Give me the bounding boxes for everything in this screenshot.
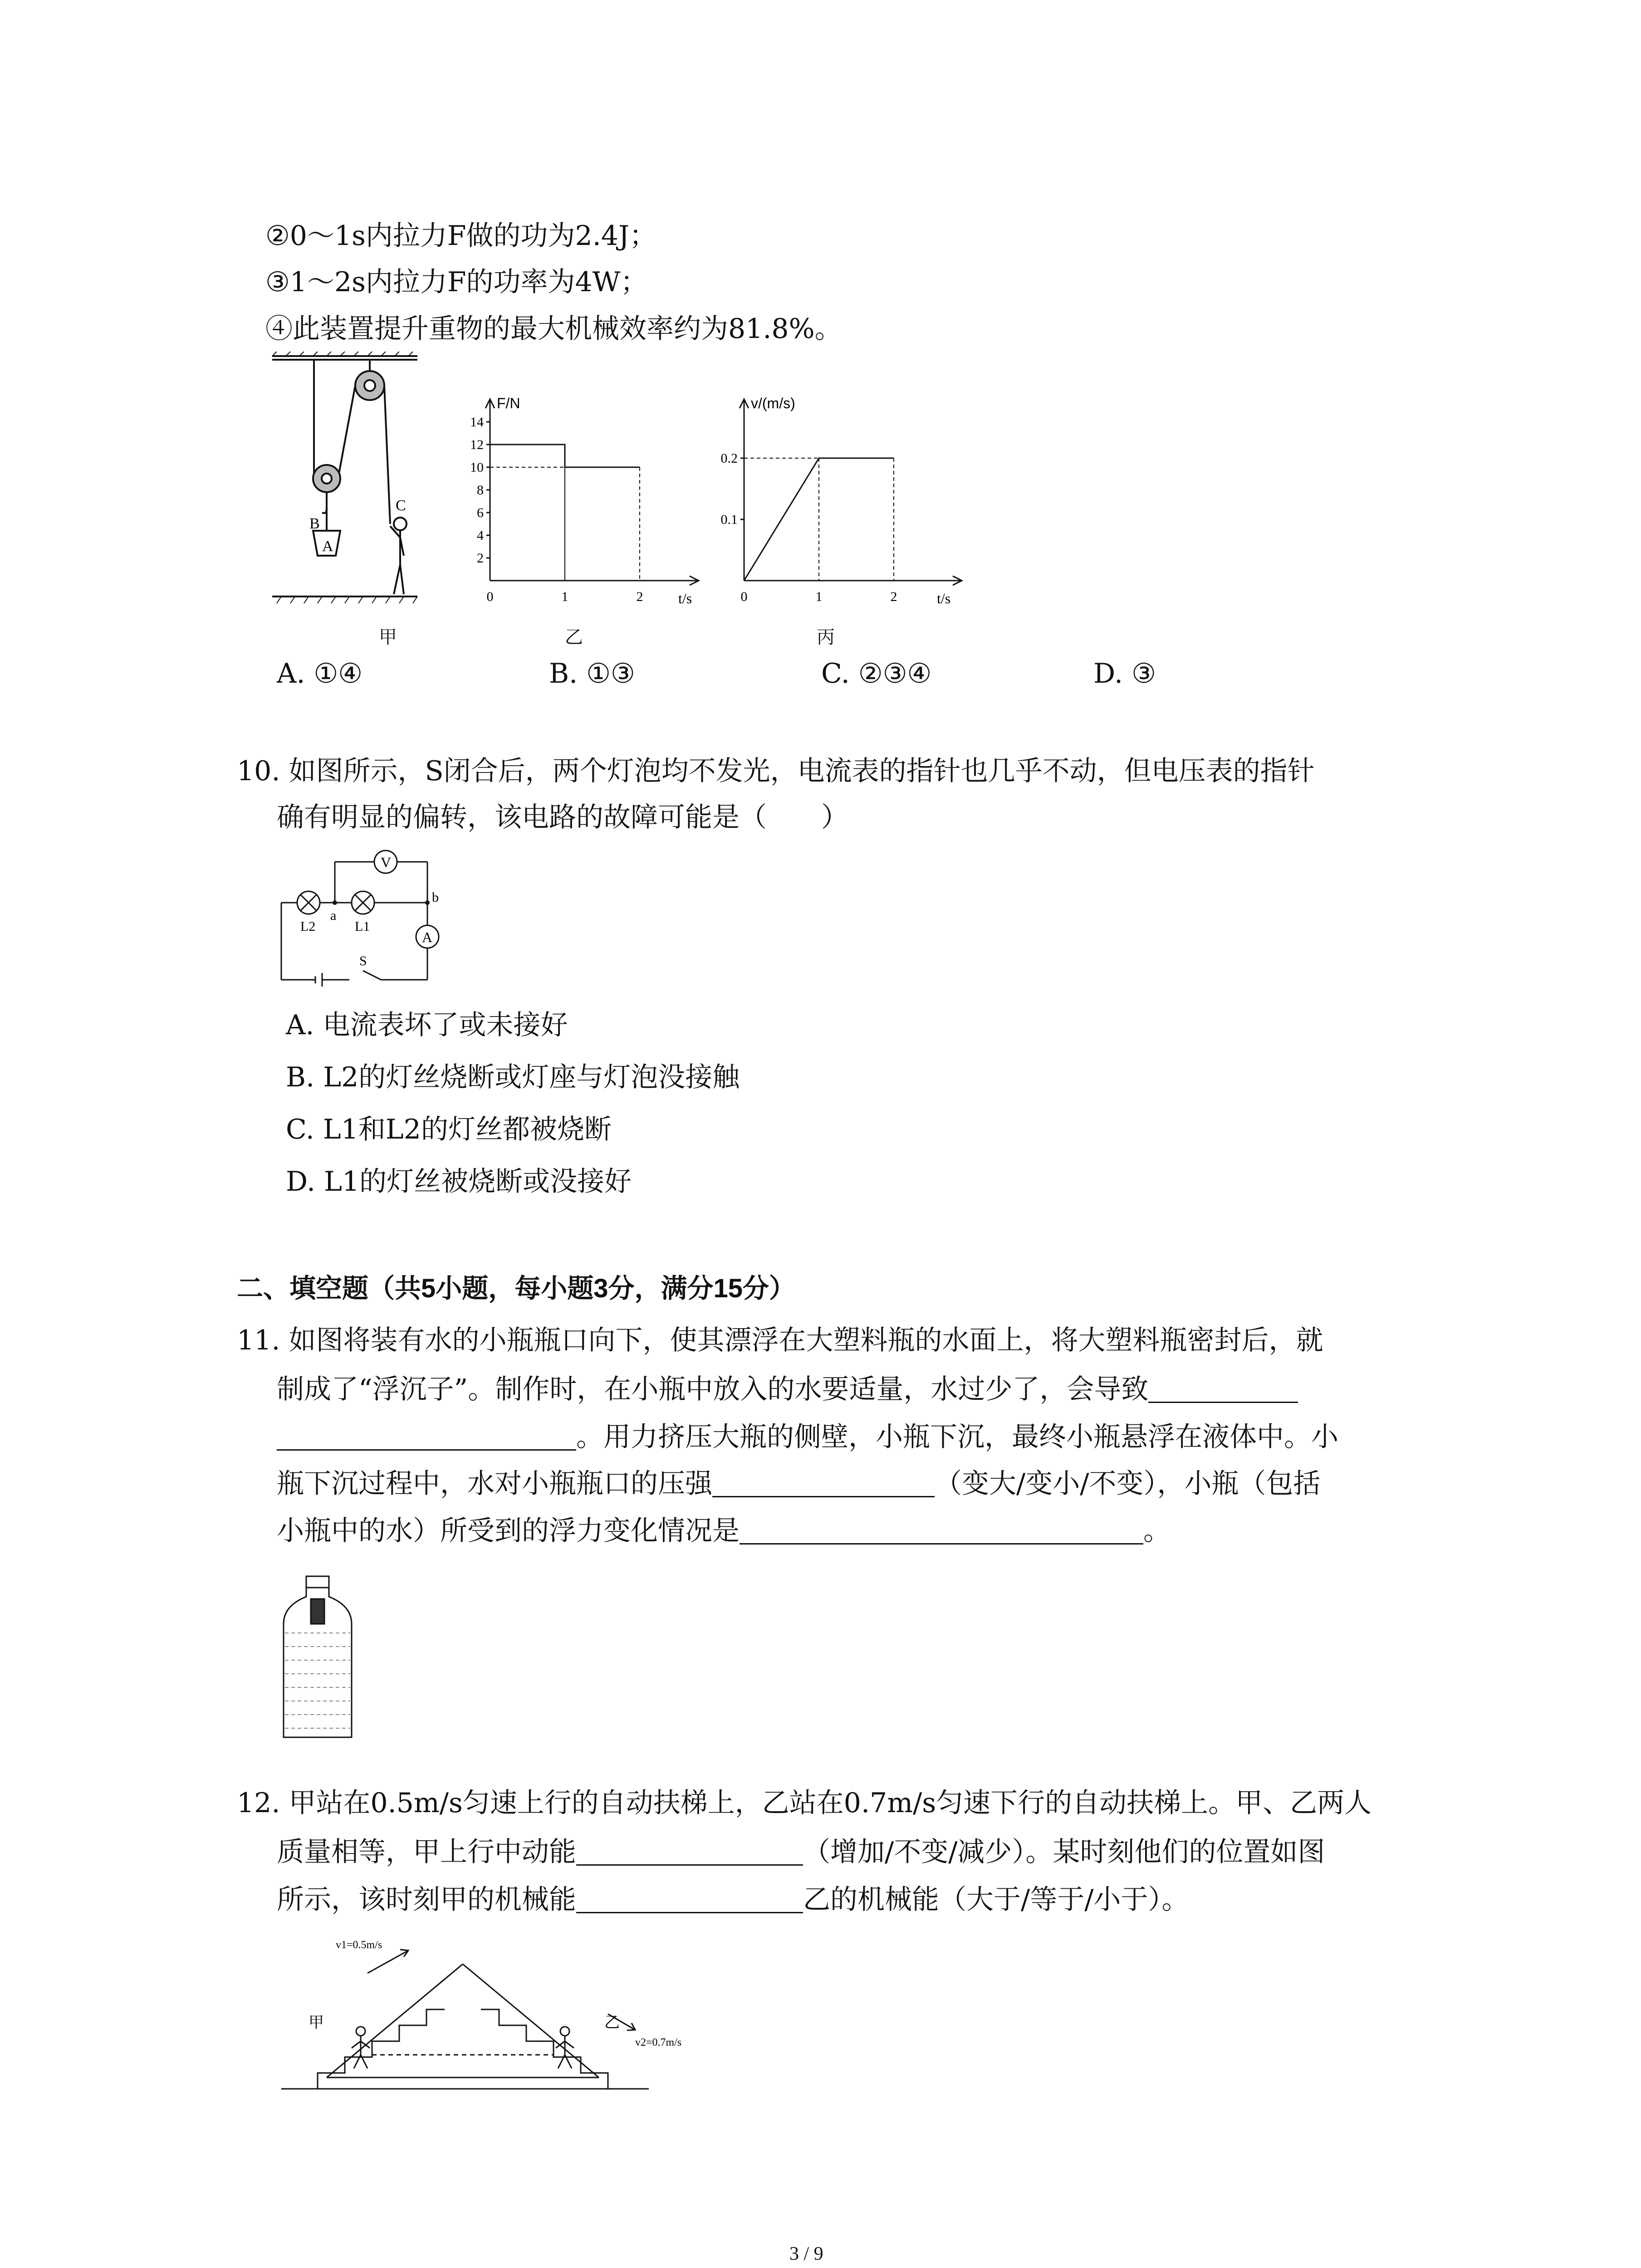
circuit-label-a: a xyxy=(330,908,337,923)
q9-statement-2: ②0～1s内拉力F做的功为2.4J； xyxy=(265,220,657,252)
pulley-label-a: A xyxy=(322,538,333,555)
circuit-label-l1: L1 xyxy=(355,919,370,934)
q9-option-a[interactable]: A. ①④ xyxy=(277,658,363,689)
q11-line-4 xyxy=(277,1468,1321,1500)
escalator-label-jia: 甲 xyxy=(309,2014,324,2032)
yi-ytick-label: 4 xyxy=(477,528,484,543)
bottle-figure xyxy=(281,1574,358,1742)
q12-line-2-text-a: 质量相等，甲上行中动能 xyxy=(277,1836,576,1868)
q11-blank-3[interactable] xyxy=(740,1516,1143,1545)
caption-bing: 丙 xyxy=(817,627,835,648)
yi-xtick-label: 2 xyxy=(636,589,643,604)
q11-blank-1b[interactable] xyxy=(277,1422,576,1451)
velocity-time-chart xyxy=(708,390,971,608)
yi-xtick-label: 0 xyxy=(486,589,494,604)
q9-option-b[interactable]: B. ①③ xyxy=(549,658,635,689)
q10-line-1: 10. 如图所示，S闭合后，两个灯泡均不发光，电流表的指针也几乎不动，但电压表的指针 xyxy=(237,755,1315,787)
caption-yi: 乙 xyxy=(565,627,583,648)
q9-option-d[interactable]: D. ③ xyxy=(1093,658,1156,689)
q11-line-5-text-a: 小瓶中的水）所受到的浮力变化情况是 xyxy=(277,1515,740,1547)
circuit-label-v: V xyxy=(381,854,392,870)
q12-blank-1[interactable] xyxy=(576,1837,803,1866)
q11-line-2 xyxy=(277,1374,1298,1403)
bing-xtick-label: 2 xyxy=(890,589,897,604)
section-2-heading: 二、填空题（共5小题，每小题3分，满分15分） xyxy=(237,1274,796,1303)
escalator-label-v1: v1=0.5m/s xyxy=(336,1939,382,1951)
escalator-label-yi: 乙 xyxy=(604,2014,620,2032)
q12-line-2-text-b: （增加/不变/减少）。某时刻他们的位置如图 xyxy=(803,1836,1325,1868)
q11-line-5 xyxy=(277,1516,1171,1545)
yi-ytick-label: 10 xyxy=(470,460,484,475)
q12-line-1: 12. 甲站在0.5m/s匀速上行的自动扶梯上，乙站在0.7m/s匀速下行的自动扶梯上。甲、乙两人 xyxy=(237,1787,1372,1819)
bing-xlabel: t/s xyxy=(937,590,951,606)
escalator-label-v2: v2=0.7m/s xyxy=(635,2037,682,2048)
q10-option-a[interactable]: A. 电流表坏了或未接好 xyxy=(286,1009,568,1041)
force-time-chart xyxy=(454,390,708,608)
escalator-figure xyxy=(281,1937,699,2100)
yi-ytick-label: 8 xyxy=(477,483,484,498)
bing-xtick-label: 0 xyxy=(740,589,748,604)
yi-ylabel: F/N xyxy=(497,395,520,411)
q12-line-3 xyxy=(277,1884,1189,1916)
pulley-label-b: B xyxy=(309,515,320,532)
q9-statement-4: ④此装置提升重物的最大机械效率约为81.8%。 xyxy=(265,313,842,345)
yi-ytick-label: 2 xyxy=(477,551,484,566)
q12-line-3-text-b: 乙的机械能（大于/等于/小于）。 xyxy=(803,1884,1189,1916)
q10-line-2: 确有明显的偏转，该电路的故障可能是（ ） xyxy=(277,802,848,833)
circuit-label-s: S xyxy=(359,953,367,968)
circuit-label-b: b xyxy=(432,890,439,905)
circuit-diagram xyxy=(277,844,449,989)
pulley-figure xyxy=(268,352,431,610)
q11-line-2-text: 制成了“浮沉子”。制作时，在小瓶中放入的水要适量，水过少了，会导致 xyxy=(277,1374,1149,1405)
q12-blank-2[interactable] xyxy=(576,1885,803,1913)
circuit-label-l2: L2 xyxy=(300,919,316,934)
q11-blank-2[interactable] xyxy=(712,1469,935,1497)
bing-xtick-label: 1 xyxy=(815,589,823,604)
bing-ytick-label: 0.1 xyxy=(720,512,738,527)
circuit-label-ammeter: A xyxy=(422,929,433,945)
page-number: 3 / 9 xyxy=(789,2244,823,2264)
q9-option-c[interactable]: C. ②③④ xyxy=(821,658,932,689)
caption-jia: 甲 xyxy=(379,627,397,648)
q9-statement-3: ③1～2s内拉力F的功率为4W； xyxy=(265,266,648,298)
q11-line-4-text-b: （变大/变小/不变），小瓶（包括 xyxy=(935,1468,1321,1500)
q10-option-d[interactable]: D. L1的灯丝被烧断或没接好 xyxy=(286,1166,632,1198)
pulley-label-c: C xyxy=(396,497,406,514)
q11-line-5-text-b: 。 xyxy=(1143,1515,1171,1547)
bing-ytick-label: 0.2 xyxy=(720,451,738,466)
q10-option-b[interactable]: B. L2的灯丝烧断或灯座与灯泡没接触 xyxy=(286,1061,740,1093)
yi-ytick-label: 6 xyxy=(477,505,484,520)
q11-line-3-text: 。用力挤压大瓶的侧壁，小瓶下沉，最终小瓶悬浮在液体中。小 xyxy=(576,1421,1338,1453)
bing-ylabel: v/(m/s) xyxy=(751,395,795,411)
yi-xlabel: t/s xyxy=(678,590,692,606)
q10-option-c[interactable]: C. L1和L2的灯丝都被烧断 xyxy=(286,1114,612,1145)
yi-xtick-label: 1 xyxy=(561,589,568,604)
q11-line-1: 11. 如图将装有水的小瓶瓶口向下，使其漂浮在大塑料瓶的水面上，将大塑料瓶密封后，就 xyxy=(237,1325,1323,1356)
yi-ytick-label: 14 xyxy=(470,415,484,430)
yi-ytick-label: 12 xyxy=(470,437,484,452)
q12-line-3-text-a: 所示，该时刻甲的机械能 xyxy=(277,1884,576,1916)
q12-line-2 xyxy=(277,1837,1325,1866)
q11-line-3 xyxy=(277,1422,1338,1451)
q11-line-4-text-a: 瓶下沉过程中，水对小瓶瓶口的压强 xyxy=(277,1468,712,1500)
q11-blank-1a[interactable] xyxy=(1148,1374,1298,1403)
